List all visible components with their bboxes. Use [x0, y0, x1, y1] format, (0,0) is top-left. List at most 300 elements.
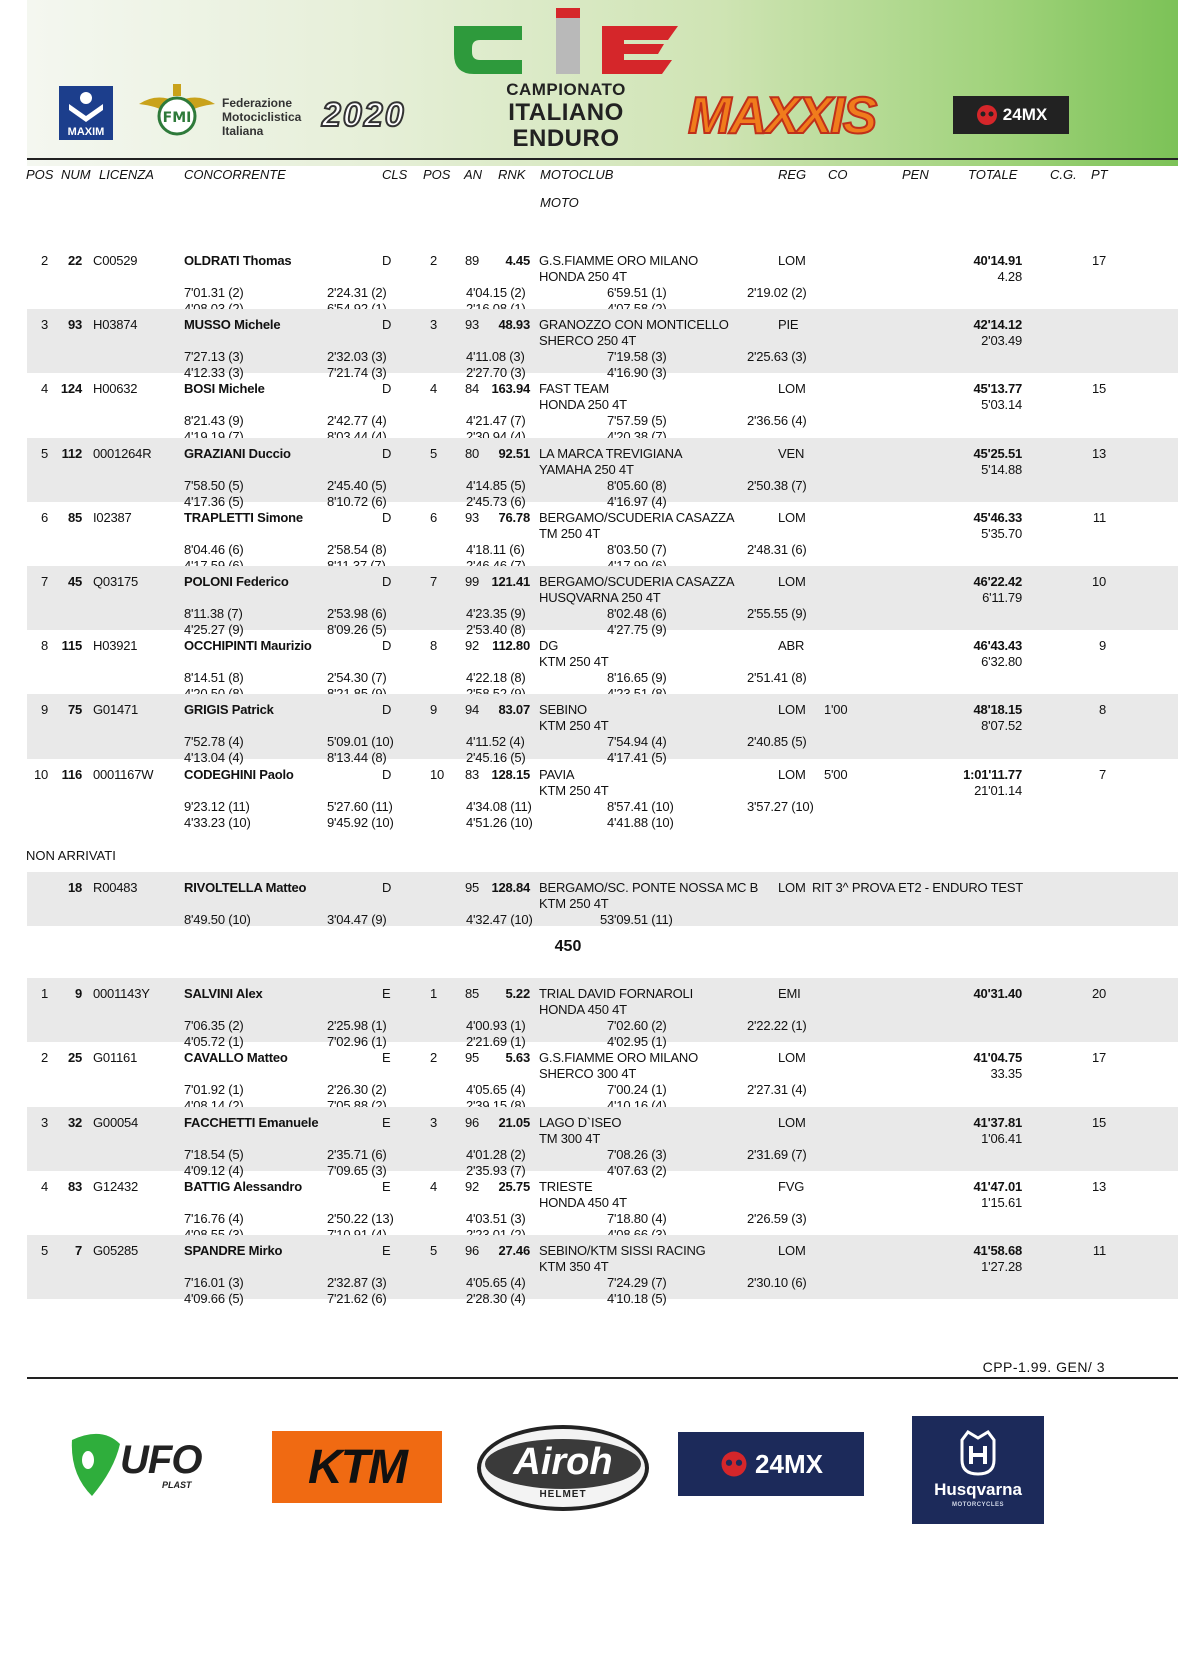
- rider-rank: 121.41: [491, 574, 530, 589]
- motoclub: TRIESTE: [539, 1178, 593, 1194]
- special-stage-time: 2'30.10 (6): [747, 1275, 807, 1291]
- region: LOM: [778, 702, 806, 718]
- rider-rank: 163.94: [491, 381, 530, 397]
- points: 15: [1091, 1114, 1106, 1130]
- special-stage-time: 7'54.94 (4): [607, 734, 667, 750]
- gap-time: 5'14.88: [981, 461, 1022, 477]
- rider-licence: I02387: [93, 509, 132, 525]
- rider-rank: 83.07: [498, 702, 530, 718]
- special-stage-time: 7'57.59 (5): [607, 413, 667, 429]
- page-code: CPP-1.99. GEN/ 3: [982, 1359, 1105, 1375]
- motorcycle: KTM 250 4T: [539, 896, 609, 911]
- rider-name: FACCHETTI Emanuele: [184, 1114, 319, 1130]
- special-stage-time: 2'24.31 (2): [327, 285, 387, 300]
- rider-pos: 9: [40, 702, 48, 718]
- special-stage-time: 8'05.60 (8): [607, 477, 667, 493]
- special-stage-time: 4'10.18 (5): [607, 1291, 667, 1307]
- total-time: 1:01'11.77: [963, 766, 1022, 782]
- total-time: 41'37.81: [973, 1114, 1022, 1130]
- rider-name: TRAPLETTI Simone: [184, 509, 303, 525]
- ktm-text: KTM: [308, 1440, 406, 1494]
- special-stage-time: 7'21.74 (3): [327, 365, 387, 381]
- region: PIE: [778, 317, 799, 333]
- cie-title-line1: CAMPIONATO: [506, 80, 626, 99]
- special-stage-time: 7'01.92 (1): [184, 1082, 244, 1098]
- husqvarna-text: Husqvarna: [934, 1480, 1022, 1499]
- col-pos2: POS: [423, 167, 451, 182]
- rider-pos: 2: [40, 253, 48, 268]
- col-rnk: RNK: [498, 167, 526, 182]
- class-pos: 3: [430, 317, 438, 333]
- col-num: NUM: [61, 167, 91, 182]
- special-stage-time: 7'21.62 (6): [327, 1291, 387, 1307]
- cie-logo-icon: [452, 8, 680, 78]
- points: 20: [1091, 986, 1106, 1001]
- special-stage-time: 8'49.50 (10): [184, 912, 251, 927]
- region: LOM: [778, 509, 806, 525]
- special-stage-time: 2'45.40 (5): [327, 477, 387, 493]
- rider-class: D: [382, 445, 392, 461]
- total-time: 41'04.75: [973, 1050, 1022, 1066]
- rider-year: 94: [465, 702, 480, 718]
- region: LOM: [778, 880, 806, 895]
- rider-name: POLONI Federico: [184, 574, 289, 589]
- sponsor-24mx-header: [953, 96, 1069, 134]
- motorcycle: SHERCO 300 4T: [539, 1066, 637, 1082]
- airoh-text: Airoh: [513, 1441, 613, 1483]
- special-stage-time: 4'16.90 (3): [607, 365, 667, 381]
- year-label: 2020: [322, 96, 406, 134]
- special-stage-time: 4'41.88 (10): [607, 814, 674, 830]
- points: 13: [1091, 1178, 1106, 1194]
- rider-year: 96: [465, 1243, 480, 1259]
- special-stage-time: 4'13.04 (4): [184, 750, 244, 766]
- rider-class: E: [382, 1114, 391, 1130]
- rider-licence: H03874: [93, 317, 138, 333]
- rider-name: BATTIG Alessandro: [184, 1178, 302, 1194]
- rider-rank: 76.78: [498, 509, 530, 525]
- rider-pos: 10: [33, 766, 48, 782]
- special-stage-time: 9'23.12 (11): [184, 798, 250, 814]
- rider-rank: 21.05: [498, 1114, 530, 1130]
- motoclub: BERGAMO/SCUDERIA CASAZZA: [539, 574, 735, 589]
- rider-num: 93: [67, 317, 82, 333]
- rider-class: D: [382, 702, 392, 718]
- non-arrivati-label: NON ARRIVATI: [26, 848, 116, 863]
- special-stage-time: 2'22.22 (1): [747, 1018, 807, 1033]
- special-stage-time: 2'35.93 (7): [466, 1162, 526, 1178]
- special-stage-time: 4'22.18 (8): [466, 670, 526, 686]
- rider-licence: H03921: [93, 638, 138, 654]
- maxim-emblem-icon: [59, 86, 113, 126]
- motorcycle: HONDA 450 4T: [539, 1194, 627, 1210]
- class-pos: 3: [430, 1114, 438, 1130]
- special-stage-time: 7'09.65 (3): [327, 1162, 387, 1178]
- motoclub: BERGAMO/SC. PONTE NOSSA MC B: [539, 880, 759, 895]
- rider-rank: 112.80: [492, 638, 530, 654]
- motorcycle: KTM 350 4T: [539, 1259, 609, 1275]
- motorcycle: TM 300 4T: [539, 1130, 601, 1146]
- special-stage-time: 2'53.40 (8): [466, 622, 526, 637]
- rider-name: SPANDRE Mirko: [184, 1243, 283, 1259]
- motorcycle: HONDA 450 4T: [539, 1002, 627, 1017]
- rider-name: CAVALLO Matteo: [184, 1050, 288, 1066]
- special-stage-time: 4'05.65 (4): [466, 1082, 526, 1098]
- rider-year: 93: [465, 317, 480, 333]
- points: 11: [1092, 1243, 1106, 1259]
- col-reg: REG: [778, 167, 807, 182]
- motoclub: LA MARCA TREVIGIANA: [539, 445, 683, 461]
- rider-name: OLDRATI Thomas: [184, 253, 292, 268]
- rider-pos: 5: [40, 445, 48, 461]
- rider-pos: 1: [40, 986, 48, 1001]
- maxim-text: MAXIM: [67, 126, 105, 138]
- rider-class: D: [382, 766, 392, 782]
- rider-num: 83: [67, 1178, 82, 1194]
- rider-year: 92: [465, 1178, 480, 1194]
- airoh-sub-text: HELMET: [539, 1489, 587, 1500]
- maxim-logo: [59, 86, 113, 140]
- points: 17: [1091, 1050, 1106, 1066]
- col-co: CO: [828, 167, 848, 182]
- special-stage-time: 3'57.27 (10): [747, 798, 814, 814]
- col-cg: C.G.: [1050, 167, 1077, 182]
- fmi-line1: Federazione: [222, 96, 293, 110]
- cie-title-line3: ENDURO: [512, 125, 620, 152]
- total-time: 42'14.12: [973, 317, 1022, 333]
- sponsor-ktm: [272, 1431, 442, 1503]
- special-stage-time: 4'11.52 (4): [466, 734, 525, 750]
- special-stage-time: 4'03.51 (3): [466, 1210, 526, 1226]
- rider-name: OCCHIPINTI Maurizio: [184, 638, 312, 654]
- rider-pos: 7: [40, 574, 48, 589]
- region: LOM: [778, 253, 806, 268]
- special-stage-time: 2'45.73 (6): [466, 493, 526, 509]
- class-pos: 5: [430, 1243, 438, 1259]
- rider-num: 124: [60, 381, 82, 397]
- special-stage-time: 2'35.71 (6): [327, 1146, 387, 1162]
- ufo-text: UFO: [120, 1438, 202, 1482]
- rider-rank: 4.45: [505, 253, 530, 268]
- gap-time: 21'01.14: [974, 782, 1022, 798]
- rider-num: 9: [74, 986, 82, 1001]
- special-stage-time: 2'21.69 (1): [466, 1034, 526, 1049]
- motorcycle: SHERCO 250 4T: [539, 333, 637, 349]
- fmi-line2: Motociclistica: [222, 110, 302, 124]
- special-stage-time: 4'02.95 (1): [607, 1034, 667, 1049]
- rider-num: 112: [61, 445, 82, 461]
- special-stage-time: 4'51.26 (10): [466, 814, 533, 830]
- special-stage-time: 8'03.50 (7): [607, 541, 667, 557]
- total-time: 41'58.68: [973, 1243, 1022, 1259]
- rider-rank: 92.51: [498, 445, 530, 461]
- fmi-text: [222, 96, 301, 138]
- rider-licence: G00054: [93, 1114, 139, 1130]
- region: LOM: [778, 574, 806, 589]
- col-concorrente: CONCORRENTE: [184, 167, 286, 182]
- col-moto: MOTO: [540, 195, 579, 210]
- rider-num: 45: [67, 574, 82, 589]
- special-stage-time: 4'05.65 (4): [466, 1275, 526, 1291]
- rider-pos: 4: [40, 1178, 48, 1194]
- rider-year: 99: [465, 574, 480, 589]
- special-stage-time: 7'02.60 (2): [607, 1018, 667, 1033]
- rider-name: BOSI Michele: [184, 381, 265, 397]
- rider-year: 89: [465, 253, 480, 268]
- motoclub: TRIAL DAVID FORNAROLI: [539, 986, 693, 1001]
- rider-licence: H00632: [93, 381, 138, 397]
- special-stage-time: 8'14.51 (8): [184, 670, 244, 686]
- total-time: 41'47.01: [973, 1178, 1022, 1194]
- special-stage-time: 7'00.24 (1): [607, 1082, 667, 1098]
- gap-time: 6'11.79: [982, 590, 1022, 605]
- special-stage-time: 4'00.93 (1): [466, 1018, 526, 1033]
- rider-class: D: [382, 253, 392, 268]
- region: LOM: [778, 1114, 806, 1130]
- rider-pos: 3: [40, 317, 48, 333]
- special-stage-time: 2'48.31 (6): [747, 541, 807, 557]
- rider-year: 92: [465, 638, 480, 654]
- rider-pos: 4: [40, 381, 48, 397]
- rider-name: GRIGIS Patrick: [184, 702, 274, 718]
- special-stage-time: 2'42.77 (4): [327, 413, 387, 429]
- points: 11: [1092, 509, 1106, 525]
- special-stage-time: 4'04.15 (2): [466, 285, 526, 300]
- rider-name: SALVINI Alex: [184, 986, 263, 1001]
- gap-time: 8'07.52: [981, 718, 1022, 734]
- husqvarna-sub-text: MOTORCYCLES: [951, 1502, 1005, 1508]
- rider-licence: G12432: [93, 1178, 139, 1194]
- special-stage-time: 2'51.41 (8): [747, 670, 807, 686]
- rider-rank: 128.84: [491, 880, 530, 895]
- points: 13: [1091, 445, 1106, 461]
- special-stage-time: 4'05.72 (1): [184, 1034, 244, 1049]
- rider-num: 75: [67, 702, 82, 718]
- special-stage-time: 7'02.96 (1): [327, 1034, 387, 1049]
- points: 10: [1091, 574, 1106, 589]
- special-stage-time: 2'54.30 (7): [327, 670, 387, 686]
- motoclub: LAGO D`ISEO: [539, 1114, 622, 1130]
- special-stage-time: 8'04.46 (6): [184, 541, 244, 557]
- col-pos: POS: [26, 167, 54, 182]
- rider-num: 7: [74, 1243, 82, 1259]
- special-stage-time: 9'45.92 (10): [327, 814, 394, 830]
- motorcycle: HONDA 250 4T: [539, 397, 627, 413]
- special-stage-time: 8'21.43 (9): [184, 413, 244, 429]
- special-stage-time: 4'17.36 (5): [184, 493, 244, 509]
- gap-time: 6'32.80: [981, 654, 1022, 670]
- rider-licence: C00529: [93, 253, 138, 268]
- region: LOM: [778, 381, 806, 397]
- special-stage-time: 7'18.54 (5): [184, 1146, 244, 1162]
- rider-licence: G05285: [93, 1243, 139, 1259]
- class-pos: 9: [430, 702, 438, 718]
- class-pos: 7: [430, 574, 438, 589]
- svg-text:FMI: FMI: [162, 110, 192, 126]
- rider-class: D: [382, 509, 392, 525]
- special-stage-time: 2'40.85 (5): [747, 734, 807, 750]
- special-stage-time: 2'45.16 (5): [466, 750, 526, 766]
- rider-year: 85: [465, 986, 480, 1001]
- motorcycle: KTM 250 4T: [539, 782, 609, 798]
- region: VEN: [778, 445, 805, 461]
- special-stage-time: 53'09.51 (11): [600, 912, 673, 927]
- rider-num: 116: [61, 766, 82, 782]
- rider-rank: 48.93: [498, 317, 530, 333]
- special-stage-time: 4'18.11 (6): [466, 541, 525, 557]
- special-stage-time: 8'16.65 (9): [607, 670, 667, 686]
- rider-year: 93: [465, 509, 480, 525]
- total-time: 46'43.43: [973, 638, 1022, 654]
- special-stage-time: 2'25.98 (1): [327, 1018, 387, 1033]
- special-stage-time: 8'10.72 (6): [327, 493, 387, 509]
- special-stage-time: 7'18.80 (4): [607, 1210, 667, 1226]
- rider-class: D: [382, 880, 392, 895]
- rider-class: E: [382, 1243, 391, 1259]
- col-totale: TOTALE: [968, 167, 1018, 182]
- special-stage-time: 2'32.03 (3): [327, 349, 387, 365]
- sponsor-airoh: [477, 1425, 649, 1511]
- motorcycle: KTM 250 4T: [539, 718, 609, 734]
- rider-rank: 25.75: [498, 1178, 530, 1194]
- gap-time: 2'03.49: [981, 333, 1022, 349]
- special-stage-time: 8'09.26 (5): [327, 622, 387, 637]
- class-pos: 8: [430, 638, 438, 654]
- rider-class: D: [382, 638, 392, 654]
- gap-time: 1'15.61: [981, 1194, 1022, 1210]
- motorcycle: KTM 250 4T: [539, 654, 609, 670]
- special-stage-time: 4'16.97 (4): [607, 493, 667, 509]
- rider-licence: G01161: [93, 1050, 138, 1066]
- rider-pos: 2: [40, 1050, 48, 1066]
- special-stage-time: 4'21.47 (7): [466, 413, 526, 429]
- rider-licence: Q03175: [93, 574, 139, 589]
- special-stage-time: 2'26.30 (2): [327, 1082, 387, 1098]
- rider-class: D: [382, 381, 392, 397]
- rider-class: E: [382, 1178, 391, 1194]
- gap-time: 5'35.70: [981, 525, 1022, 541]
- special-stage-time: 2'31.69 (7): [747, 1146, 807, 1162]
- special-stage-time: 4'09.66 (5): [184, 1291, 244, 1307]
- special-stage-time: 7'19.58 (3): [607, 349, 667, 365]
- special-stage-time: 2'28.30 (4): [466, 1291, 526, 1307]
- time-penalty: 1'00: [824, 702, 848, 718]
- special-stage-time: 5'27.60 (11): [327, 798, 393, 814]
- special-stage-time: 4'17.41 (5): [607, 750, 667, 766]
- total-time: 40'14.91: [973, 253, 1022, 268]
- special-stage-time: 4'32.47 (10): [466, 912, 533, 927]
- rider-class: D: [382, 574, 392, 589]
- special-stage-time: 3'04.47 (9): [327, 912, 387, 927]
- rider-year: 80: [465, 445, 480, 461]
- rider-num: 18: [67, 880, 82, 895]
- special-stage-time: 4'01.28 (2): [466, 1146, 526, 1162]
- class-pos: 4: [430, 1178, 438, 1194]
- motoclub: SEBINO/KTM SISSI RACING: [539, 1243, 706, 1259]
- rider-class: E: [382, 1050, 391, 1066]
- region: LOM: [778, 1243, 806, 1259]
- special-stage-time: 4'33.23 (10): [184, 814, 251, 830]
- rider-num: 115: [61, 638, 82, 654]
- rider-year: 83: [465, 766, 480, 782]
- special-stage-time: 2'32.87 (3): [327, 1275, 387, 1291]
- special-stage-time: 4'34.08 (11): [466, 798, 532, 814]
- special-stage-time: 7'06.35 (2): [184, 1018, 244, 1033]
- special-stage-time: 4'23.35 (9): [466, 606, 526, 621]
- col-motoclub: MOTOCLUB: [540, 167, 614, 182]
- special-stage-time: 2'19.02 (2): [747, 285, 807, 300]
- special-stage-time: 4'12.33 (3): [184, 365, 244, 381]
- class-pos: 1: [430, 986, 438, 1001]
- rider-class: D: [382, 317, 392, 333]
- sponsor-husqvarna: [912, 1416, 1044, 1524]
- motoclub: FAST TEAM: [539, 381, 609, 397]
- special-stage-time: 2'27.31 (4): [747, 1082, 807, 1098]
- points: 15: [1091, 381, 1106, 397]
- class-pos: 4: [430, 381, 438, 397]
- retirement-note: RIT 3^ PROVA ET2 - ENDURO TEST: [812, 880, 1024, 895]
- class-pos: 5: [430, 445, 438, 461]
- header-divider: [27, 158, 1178, 160]
- sponsor-ufo: [62, 1430, 242, 1500]
- 24mx-mask-icon: [975, 103, 999, 127]
- total-time: 45'25.51: [973, 445, 1022, 461]
- motoclub: G.S.FIAMME ORO MILANO: [539, 1050, 699, 1066]
- cie-title-line2: ITALIANO: [508, 99, 624, 126]
- special-stage-time: 7'24.29 (7): [607, 1275, 667, 1291]
- points: 7: [1098, 766, 1106, 782]
- fmi-line3: Italiana: [222, 124, 264, 138]
- col-an: AN: [464, 167, 483, 182]
- gap-time: 1'27.28: [981, 1259, 1022, 1275]
- motoclub: G.S.FIAMME ORO MILANO: [539, 253, 699, 268]
- rider-pos: 8: [40, 638, 48, 654]
- rider-year: 95: [465, 880, 480, 895]
- rider-licence: 0001167W: [93, 766, 154, 782]
- special-stage-time: 6'59.51 (1): [607, 285, 667, 300]
- special-stage-time: 2'50.38 (7): [747, 477, 807, 493]
- class-pos: 10: [430, 766, 445, 782]
- gap-time: 4.28: [997, 269, 1022, 284]
- gap-time: 33.35: [990, 1066, 1022, 1082]
- rider-num: 32: [67, 1114, 82, 1130]
- special-stage-time: 7'16.01 (3): [184, 1275, 244, 1291]
- 24mx-footer-text: 24MX: [755, 1448, 823, 1479]
- rider-licence: 0001264R: [93, 445, 152, 461]
- col-pen: PEN: [902, 167, 929, 182]
- gap-time: 1'06.41: [981, 1130, 1022, 1146]
- sponsor-24mx-footer: [678, 1432, 864, 1496]
- special-stage-time: 2'36.56 (4): [747, 413, 807, 429]
- col-licenza: LICENZA: [99, 167, 154, 182]
- total-time: 40'31.40: [973, 986, 1022, 1001]
- special-stage-time: 5'09.01 (10): [327, 734, 394, 750]
- motorcycle: HUSQVARNA 250 4T: [539, 590, 661, 605]
- rider-rank: 5.63: [505, 1050, 530, 1066]
- rider-class: E: [382, 986, 391, 1001]
- special-stage-time: 7'27.13 (3): [184, 349, 244, 365]
- rider-pos: 5: [40, 1243, 48, 1259]
- gap-time: 5'03.14: [981, 397, 1022, 413]
- special-stage-time: 7'01.31 (2): [184, 285, 244, 300]
- rider-rank: 128.15: [491, 766, 530, 782]
- special-stage-time: 4'09.12 (4): [184, 1162, 244, 1178]
- time-penalty: 5'00: [824, 766, 848, 782]
- rider-name: MUSSO Michele: [184, 317, 281, 333]
- motoclub: PAVIA: [539, 766, 575, 782]
- special-stage-time: 8'57.41 (10): [607, 798, 674, 814]
- total-time: 46'22.42: [973, 574, 1022, 589]
